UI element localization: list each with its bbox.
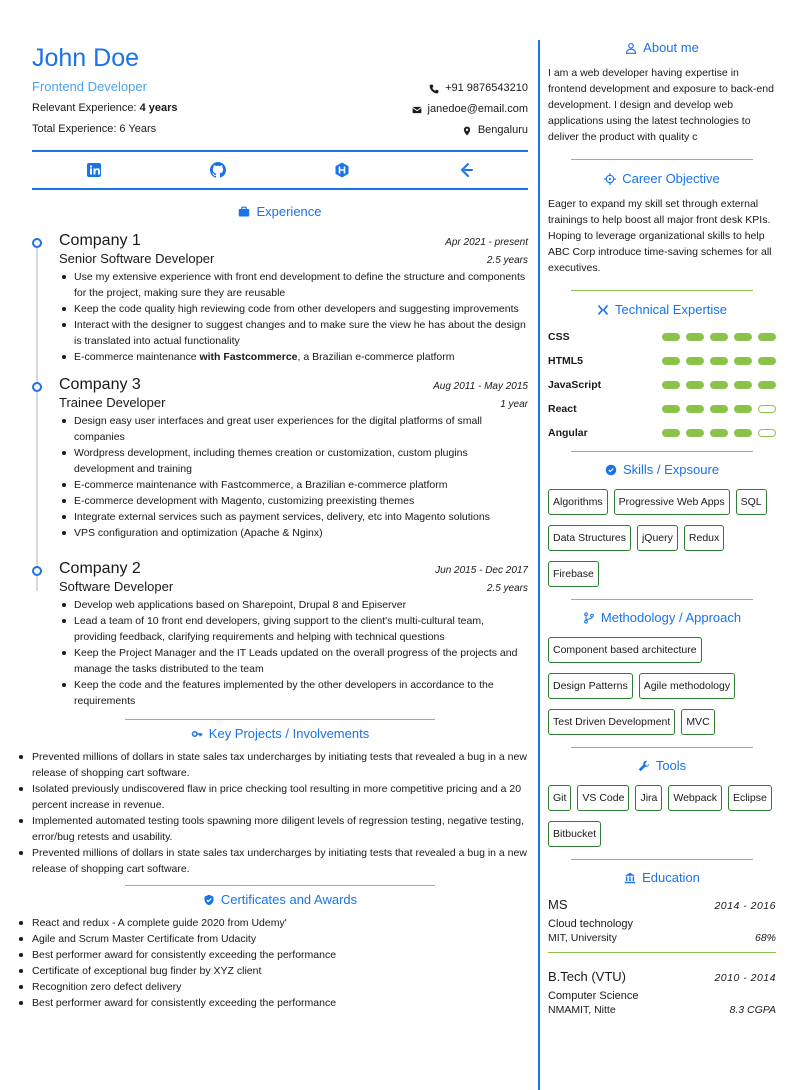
key-icon: [191, 728, 203, 740]
tech-skill-name: HTML5: [548, 355, 583, 367]
level-pill-filled: [686, 405, 704, 413]
tool-tag: Jira: [635, 785, 662, 811]
experience-bullet: Use my extensive experience with front end development to define the structure and components for the project, making sure they are reusable: [59, 269, 528, 301]
institution-icon: [624, 872, 636, 884]
education-heading-text: Education: [642, 870, 700, 885]
skill-level-meter: [662, 357, 776, 365]
user-icon: [625, 42, 637, 54]
certificate-item: React and redux - A complete guide 2020 from Udemy': [16, 915, 528, 931]
level-pill-filled: [734, 333, 752, 341]
degree-score: 68%: [754, 932, 776, 944]
methodology-heading: [548, 610, 776, 625]
about-heading: [548, 40, 776, 55]
experience-heading: [32, 204, 528, 219]
section-rule: [571, 747, 753, 748]
tools-tags: [548, 785, 776, 847]
level-pill-filled: [710, 333, 728, 341]
methodology-tag: Agile methodology: [639, 673, 735, 699]
resume-header: [32, 40, 528, 150]
project-item: Prevented millions of dollars in state sales tax undercharges by initiating tests that revealed a bug in a new release of shopping cart software.: [16, 749, 528, 781]
level-pill-filled: [758, 333, 776, 341]
degree: MS: [548, 897, 568, 912]
hashnode-icon[interactable]: [334, 162, 350, 178]
tool-tag: Git: [548, 785, 571, 811]
leetcode-icon[interactable]: [458, 162, 474, 178]
skill-level-meter: [662, 333, 776, 341]
job-title: Senior Software Developer: [59, 251, 215, 266]
experience-timeline: [32, 231, 528, 709]
objective-heading-text: Career Objective: [622, 171, 720, 186]
degree: B.Tech (VTU): [548, 969, 627, 984]
degree-score: 8.3 CGPA: [729, 1004, 776, 1016]
section-rule: [571, 451, 753, 452]
email-row: [412, 99, 528, 120]
degree-years: 2010 - 2014: [714, 972, 776, 984]
methodology-tag: MVC: [681, 709, 714, 735]
school-name: MIT, University: [548, 932, 617, 944]
level-pill-filled: [710, 429, 728, 437]
relevant-label: Relevant Experience:: [32, 102, 140, 114]
certificates-heading: [32, 892, 528, 907]
bullet-text: E-commerce maintenance: [74, 351, 200, 363]
experience-bullet: Design easy user interfaces and great user experiences for the digital platforms of small companies: [59, 413, 528, 445]
skill-level-meter: [662, 405, 776, 413]
briefcase-icon: [238, 206, 250, 218]
skill-tag: jQuery: [637, 525, 678, 551]
email-icon: [412, 105, 422, 115]
school-name: NMAMIT, Nitte: [548, 1004, 616, 1016]
experience-bullet: Wordpress development, including themes creation or customization, custom plugins development and training: [59, 445, 528, 477]
project-item: Implemented automated testing tools spawning more diligent levels of regression testing, negative testing, error/bug retests and usability.: [16, 813, 528, 845]
tech-skill-name: JavaScript: [548, 379, 602, 391]
experience-bullet: Keep the Project Manager and the IT Leads updated on the overall progress of the projects and manage the tasks distributed to the team: [59, 645, 528, 677]
projects-heading: [32, 726, 528, 741]
level-pill-empty: [758, 429, 776, 437]
level-pill-filled: [662, 357, 680, 365]
company-date: Aug 2011 - May 2015: [433, 381, 528, 392]
level-pill-filled: [686, 333, 704, 341]
certificate-item: Best performer award for consistently exceeding the performance: [16, 995, 528, 1011]
section-rule: [571, 859, 753, 860]
bullet-text: , a Brazilian e-commerce platform: [297, 351, 455, 363]
tools-heading-text: Tools: [655, 758, 687, 773]
technical-list: [548, 325, 776, 445]
experience-bullet: Keep the code and the features implemented by the other developers in accordance to the requirements: [59, 677, 528, 709]
certificate-item: Agile and Scrum Master Certificate from Udacity: [16, 931, 528, 947]
company-date: Jun 2015 - Dec 2017: [435, 565, 528, 576]
certificates-list: [16, 915, 528, 1011]
section-rule: [571, 290, 753, 291]
level-pill-filled: [662, 429, 680, 437]
level-pill-filled: [734, 405, 752, 413]
section-rule: [571, 599, 753, 600]
level-pill-filled: [710, 405, 728, 413]
skill-level-meter: [662, 381, 776, 389]
degree-years: 2014 - 2016: [714, 900, 776, 912]
tool-tag: Bitbucket: [548, 821, 601, 847]
timeline-dot: [32, 238, 42, 248]
phone-text[interactable]: +91 9876543210: [445, 82, 528, 94]
column-divider: [538, 40, 540, 1090]
level-pill-filled: [662, 405, 680, 413]
objective-text: Eager to expand my skill set through external trainings to help boost all major front desk KPIs. Hoping to leverage organizational skills to help ABC Corp introduce time-saving schemes for all executives.: [548, 198, 772, 274]
tech-skill-row: [548, 397, 776, 421]
methodology-tag: Test Driven Development: [548, 709, 675, 735]
location-pin-icon: [462, 126, 472, 136]
experience-entry: [32, 231, 528, 365]
company-name: Company 1: [59, 232, 141, 249]
technical-heading: [548, 302, 776, 317]
experience-bullet: [59, 349, 528, 365]
level-pill-filled: [734, 429, 752, 437]
bullet-bold-text: with Fastcommerce: [199, 351, 298, 363]
total-experience: Total Experience: 6 Years: [32, 123, 157, 135]
job-duration: 2.5 years: [486, 255, 528, 266]
wrench-icon: [638, 760, 650, 772]
project-item: Prevented millions of dollars in state sales tax undercharges by initiating tests that revealed a bug in a new release of shopping cart software.: [16, 845, 528, 877]
phone-icon: [429, 84, 439, 94]
level-pill-filled: [686, 429, 704, 437]
tech-skill-name: React: [548, 403, 577, 415]
objective-heading: [548, 171, 776, 186]
tool-tag: Eclipse: [728, 785, 772, 811]
experience-bullet: Develop web applications based on Sharepoint, Drupal 8 and Episerver: [59, 597, 528, 613]
experience-bullet: Lead a team of 10 front end developers, giving support to the client's multi-cultural team, providing feedback, clarifying requirements and helping with technical questions: [59, 613, 528, 645]
experience-bullet: E-commerce maintenance with Fastcommerce, a Brazilian e-commerce platform: [59, 477, 528, 493]
relevant-value: 4 years: [139, 102, 178, 114]
level-pill-filled: [686, 357, 704, 365]
code-x-icon: [597, 304, 609, 316]
methodology-tag: Component based architecture: [548, 637, 702, 663]
degree-field: Computer Science: [548, 990, 639, 1002]
skill-tag: Algorithms: [548, 489, 608, 515]
job-title: Software Developer: [59, 579, 174, 594]
tech-skill-row: [548, 349, 776, 373]
skills-heading: [548, 462, 776, 477]
projects-heading-text: Key Projects / Involvements: [208, 726, 370, 741]
company-date: Apr 2021 - present: [445, 237, 528, 248]
candidate-role: Frontend Developer: [32, 79, 147, 94]
degree-field: Cloud technology: [548, 918, 634, 930]
experience-entry: [32, 375, 528, 541]
level-pill-filled: [734, 357, 752, 365]
education-entry: [548, 969, 776, 1016]
education-entry: [548, 897, 776, 944]
section-rule: [548, 952, 776, 953]
experience-bullet: Interact with the designer to suggest changes and to make sure the view he has about the design is translated into actual functionality: [59, 317, 528, 349]
level-pill-filled: [758, 357, 776, 365]
skill-level-meter: [662, 429, 776, 437]
experience-bullet: VPS configuration and optimization (Apache & Nginx): [59, 525, 528, 541]
left-column: [32, 40, 528, 1011]
tool-tag: Webpack: [668, 785, 722, 811]
email-text[interactable]: janedoe@email.com: [427, 103, 528, 115]
github-icon[interactable]: [210, 162, 226, 178]
certificate-item: Certificate of exceptional bug finder by XYZ client: [16, 963, 528, 979]
methodology-heading-text: Methodology / Approach: [600, 610, 742, 625]
skill-tag: SQL: [736, 489, 767, 515]
branch-icon: [583, 612, 595, 624]
experience-entry: [32, 559, 528, 709]
experience-bullet: Integrate external services such as payment services, delivery, etc into Magento solutions: [59, 509, 528, 525]
level-pill-filled: [686, 381, 704, 389]
level-pill-filled: [734, 381, 752, 389]
right-column: [548, 40, 776, 1016]
tech-skill-name: CSS: [548, 331, 570, 343]
tech-skill-row: [548, 421, 776, 445]
certificates-heading-text: Certificates and Awards: [220, 892, 358, 907]
company-name: Company 2: [59, 560, 141, 577]
job-duration: 2.5 years: [486, 583, 528, 594]
crosshair-icon: [604, 173, 616, 185]
phone-row: [412, 78, 528, 99]
education-heading: [548, 870, 776, 885]
level-pill-empty: [758, 405, 776, 413]
methodology-tag: Design Patterns: [548, 673, 633, 699]
experience-bullet: Keep the code quality high reviewing code from other developers and suggesting improvements: [59, 301, 528, 317]
tool-tag: VS Code: [577, 785, 629, 811]
badge-check-icon: [203, 894, 215, 906]
section-rule: [571, 159, 753, 160]
section-rule: [125, 885, 435, 886]
linkedin-icon[interactable]: [86, 162, 102, 178]
methodology-tags: [548, 637, 776, 735]
location-text: Bengaluru: [477, 124, 528, 136]
verified-icon: [605, 464, 617, 476]
skill-tag: Firebase: [548, 561, 599, 587]
experience-heading-text: Experience: [256, 204, 322, 219]
level-pill-filled: [758, 381, 776, 389]
level-pill-filled: [662, 381, 680, 389]
social-links-bar: [32, 150, 528, 190]
job-title: Trainee Developer: [59, 395, 166, 410]
experience-bullet: E-commerce development with Magento, customizing preexisting themes: [59, 493, 528, 509]
level-pill-filled: [710, 381, 728, 389]
tools-heading: [548, 758, 776, 773]
project-item: Isolated previously undiscovered flaw in price checking tool resulting in more competitive pricing and a 20 percent increase in revenue.: [16, 781, 528, 813]
skills-tags: [548, 489, 776, 587]
skill-tag: Progressive Web Apps: [614, 489, 730, 515]
contact-block: [412, 78, 528, 141]
tech-skill-name: Angular: [548, 427, 588, 439]
job-duration: 1 year: [500, 399, 528, 410]
location-row: [412, 120, 528, 141]
skill-tag: Redux: [684, 525, 724, 551]
skills-heading-text: Skills / Expsoure: [622, 462, 720, 477]
timeline-dot: [32, 382, 42, 392]
candidate-name: John Doe: [32, 44, 140, 72]
tech-skill-row: [548, 373, 776, 397]
level-pill-filled: [710, 357, 728, 365]
section-rule: [125, 719, 435, 720]
about-heading-text: About me: [643, 40, 699, 55]
about-text: I am a web developer having expertise in frontend development and exposure to back-end development. I design and develop web applications using the latest technologies to deliver the product with quality c: [548, 67, 774, 143]
skill-tag: Data Structures: [548, 525, 631, 551]
level-pill-filled: [662, 333, 680, 341]
tech-skill-row: [548, 325, 776, 349]
timeline-dot: [32, 566, 42, 576]
company-name: Company 3: [59, 376, 141, 393]
projects-list: [16, 749, 528, 877]
certificate-item: Recognition zero defect delivery: [16, 979, 528, 995]
certificate-item: Best performer award for consistently exceeding the performance: [16, 947, 528, 963]
technical-heading-text: Technical Expertise: [615, 302, 727, 317]
